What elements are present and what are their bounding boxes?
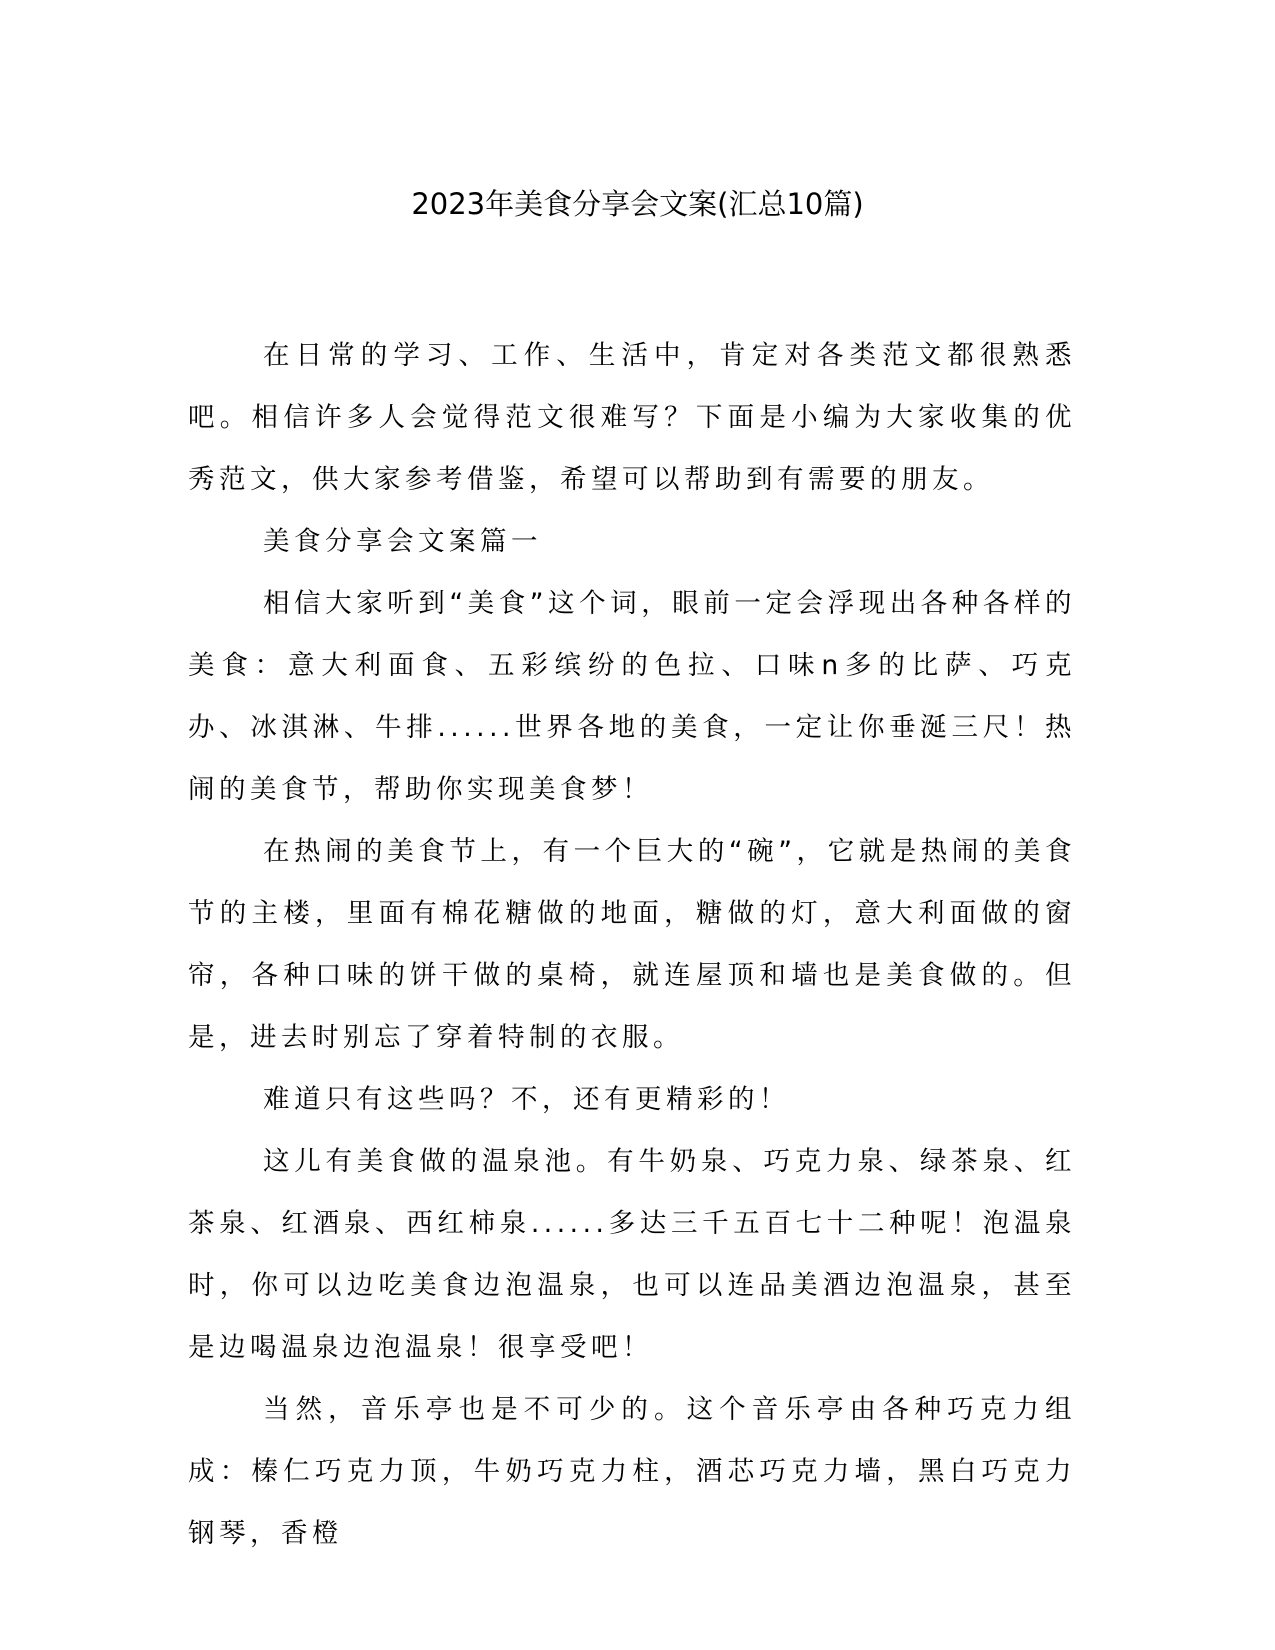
document-body (188, 325, 1076, 1565)
paragraph: 在热闹的美食节上，有一个巨大的“碗”，它就是热闹的美食节的主楼，里面有棉花糖做的地面，糖做的灯，意大利面做的窗帘，各种口味的饼干做的桌椅，就连屋顶和墙也是美食做的。但是，进去时别忘了穿着特制的衣服。 (188, 836, 1076, 1053)
paragraph: 难道只有这些吗？不，还有更精彩的！ (263, 1084, 790, 1115)
paragraph: 当然，音乐亭也是不可少的。这个音乐亭由各种巧克力组成：榛仁巧克力顶，牛奶巧克力柱，酒芯巧克力墙，黑白巧克力钢琴，香橙 (188, 1394, 1076, 1549)
paragraph-intro: 在日常的学习、工作、生活中，肯定对各类范文都很熟悉吧。相信许多人会觉得范文很难写？下面是小编为大家收集的优秀范文，供大家参考借鉴，希望可以帮助到有需要的朋友。 (188, 340, 1076, 495)
document-title: 2023年美食分享会文案(汇总10篇) (411, 187, 864, 221)
paragraph: 这儿有美食做的温泉池。有牛奶泉、巧克力泉、绿茶泉、红茶泉、红酒泉、西红柿泉......多达三千五百七十二种呢！泡温泉时，你可以边吃美食边泡温泉，也可以连品美酒边泡温泉，甚至是边喝温泉边泡温泉！很享受吧！ (188, 1146, 1076, 1363)
section-heading-part-one: 美食分享会文案篇一 (263, 526, 542, 557)
paragraph: 相信大家听到“美食”这个词，眼前一定会浮现出各种各样的美食：意大利面食、五彩缤纷的色拉、口味n多的比萨、巧克办、冰淇淋、牛排......世界各地的美食，一定让你垂涎三尺！热闹的美食节，帮助你实现美食梦！ (188, 588, 1076, 805)
